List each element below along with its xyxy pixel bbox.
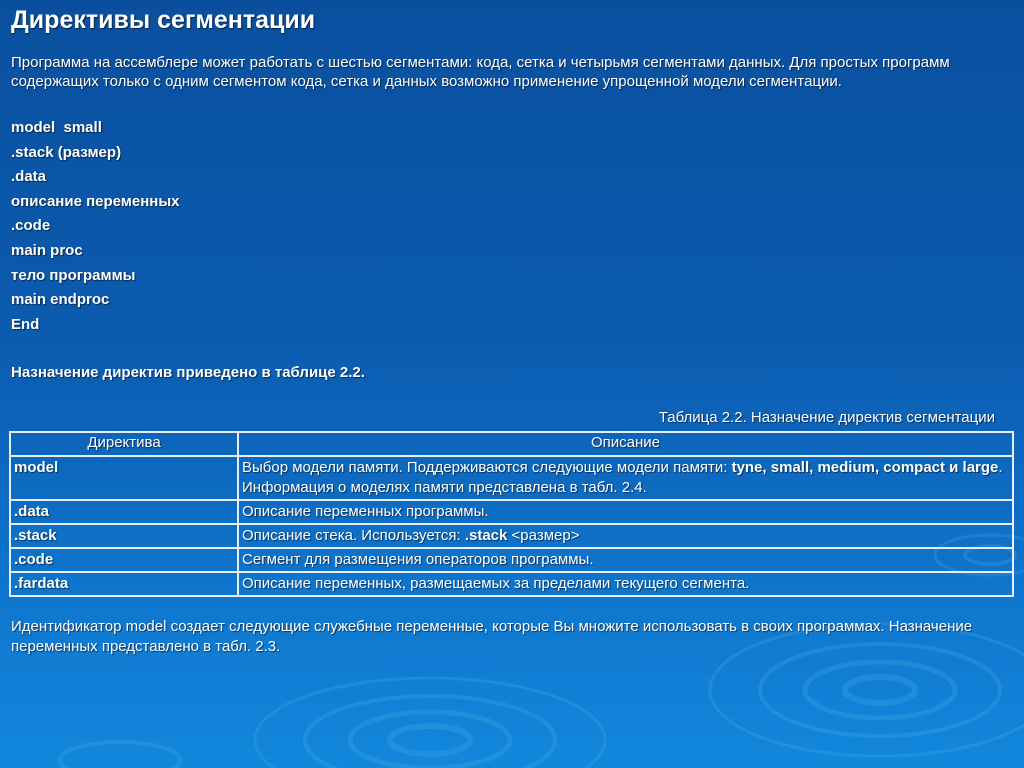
description-cell [238,524,1013,548]
code-line: описание переменных [11,192,180,210]
code-line: .code [11,217,51,235]
code-line: тело программы [11,266,136,284]
code-line: .data [11,168,47,186]
table-caption: Таблица 2.2. Назначение директив сегментации [658,409,995,426]
code-line: model small [11,119,102,136]
table-reference-note: Назначение директив приведено в таблице 2.2. [11,364,365,381]
directive-cell: .stack [10,524,238,548]
column-header-directive: Директива [10,432,238,456]
description-cell: Сегмент для размещения операторов программы. [238,548,1013,572]
description-text: Выбор модели памяти. Поддерживаются следующие модели памяти: [242,459,732,476]
directive-cell: .code [10,548,238,572]
intro-paragraph: Программа на ассемблере может работать с шестью сегментами: кода, сетка и четырьмя сегментами данных. Для простых программ содержащих только с одним сегментом кода, сетка и данных возможно применение упрощенной модели сегментации. [11,54,950,90]
table-row [10,548,1013,572]
code-line: End [11,315,40,333]
description-cell: Описание переменных, размещаемых за пределами текущего сегмента. [238,572,1013,596]
table-row [10,572,1013,596]
code-line: main endproc [11,291,110,309]
code-line: main proc [11,241,83,259]
directive-cell: .data [10,500,238,524]
directive-cell: .fardata [10,572,238,596]
table-row [10,456,1013,500]
code-template [11,116,180,337]
description-cell: Описание переменных программы. [238,500,1013,524]
description-text: . Информация о моделях памяти представлена в табл. 2.4. [242,459,1003,496]
column-header-description: Описание [238,432,1013,456]
table-header-row [10,432,1013,456]
table-row [10,500,1013,524]
slide-title: Директивы сегментации [11,6,316,34]
description-bold-text: tyne, small, medium, compact и large [731,459,999,476]
footer-paragraph: Идентификатор model создает следующие служебные переменные, которые Вы множите использовать в своих программах. Назначение переменных представлено в табл. 2.3. [11,618,973,655]
directive-cell: model [10,456,238,500]
directives-table [9,431,1014,597]
description-text: <размер> [507,527,580,544]
code-line: .stack (размер) [11,143,122,161]
description-cell [238,456,1013,500]
description-bold-text: .stack [464,527,508,544]
table-row [10,524,1013,548]
description-text: Описание стека. Используется: [242,527,465,544]
